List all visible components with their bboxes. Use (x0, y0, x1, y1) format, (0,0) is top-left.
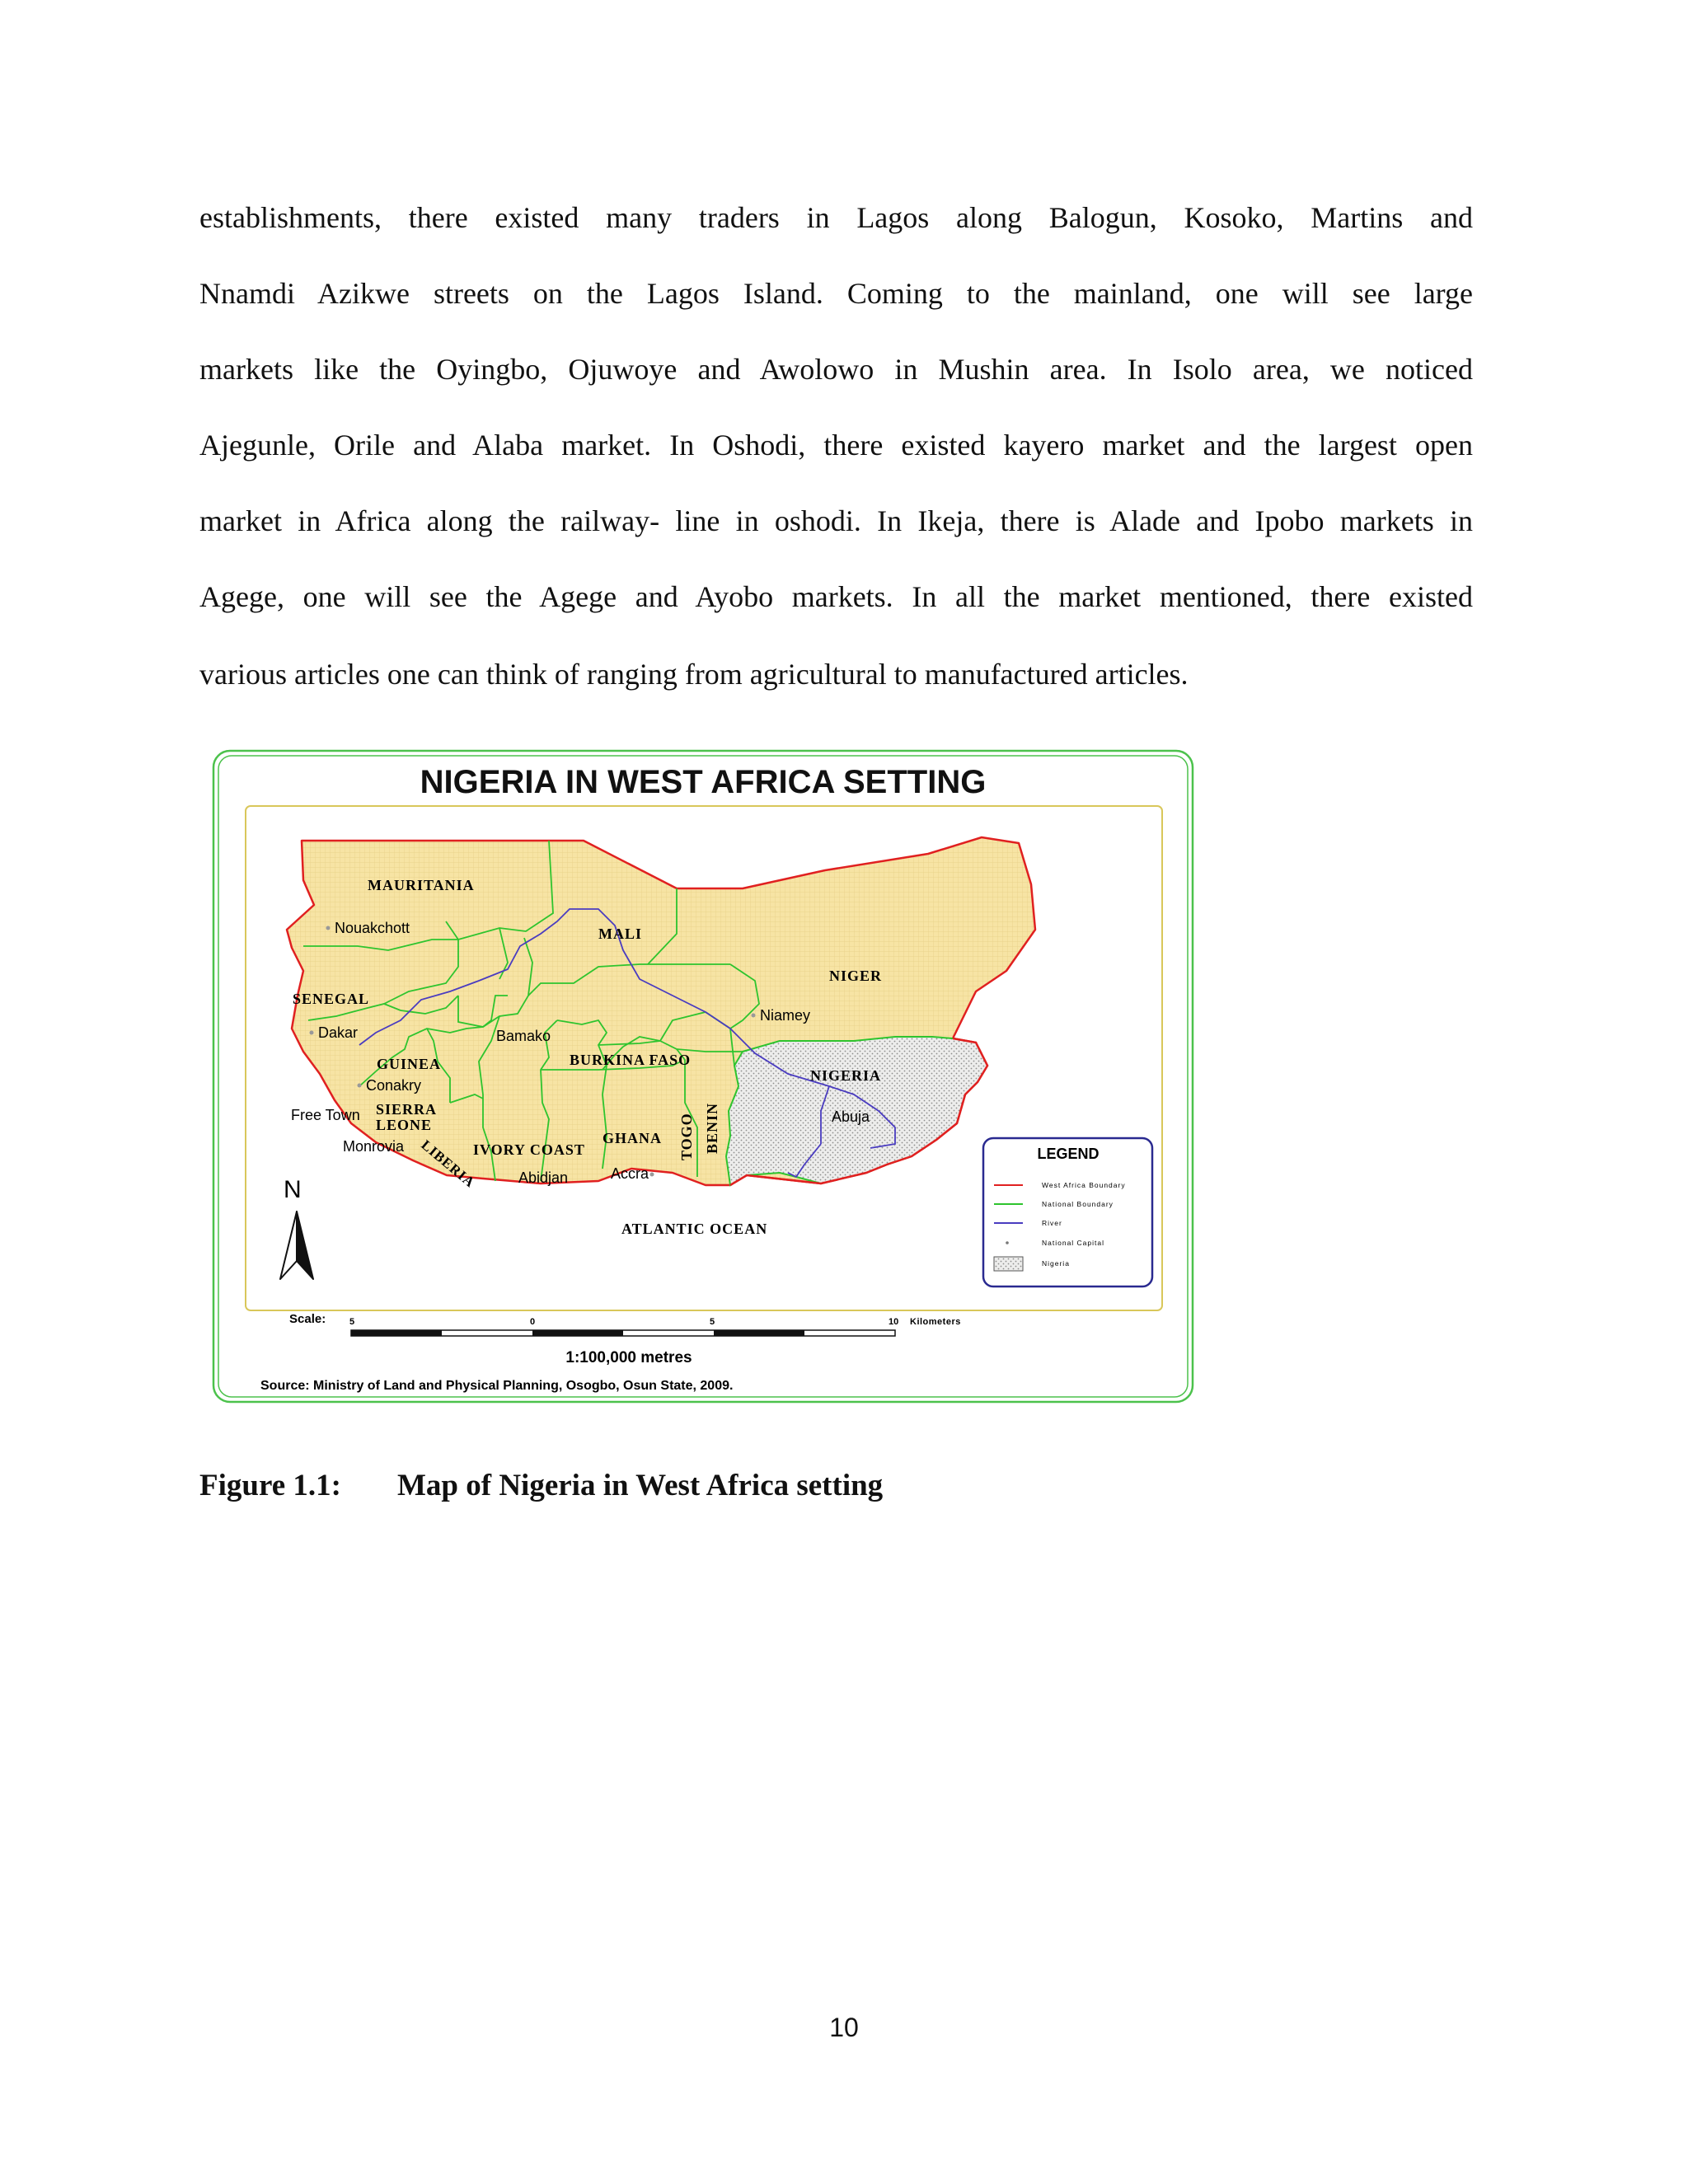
scale-tick-1: 5 (349, 1317, 355, 1327)
body-text-line-5: market in Africa along the railway- line in oshodi. In Ikeja, there is Alade and Ipobo markets in (199, 504, 1473, 537)
city-abidjan: Abidjan (518, 1169, 569, 1186)
legend-title: LEGEND (1037, 1146, 1100, 1162)
label-ghana: GHANA (603, 1130, 662, 1146)
label-ivory-coast: IVORY COAST (473, 1141, 585, 1158)
figure-caption-label: Figure 1.1: (199, 1469, 341, 1502)
label-burkina-faso: BURKINA FASO (570, 1052, 692, 1068)
city-accra: Accra (611, 1165, 649, 1182)
scale-label: Scale: (289, 1312, 326, 1326)
label-nigeria: NIGERIA (810, 1067, 882, 1084)
label-senegal: SENEGAL (293, 991, 370, 1007)
legend-label-national-capital: National Capital (1042, 1239, 1105, 1247)
body-text-line-2: Nnamdi Azikwe streets on the Lagos Island. Coming to the mainland, one will see large (199, 277, 1473, 310)
label-benin: BENIN (704, 1102, 720, 1154)
label-sierra: SIERRA (376, 1101, 438, 1118)
body-text-line-1: establishments, there existed many traders in Lagos along Balogun, Kosoko, Martins and (199, 201, 1473, 234)
legend-label-nigeria: Nigeria (1042, 1259, 1070, 1268)
body-text-line-4: Ajegunle, Orile and Alaba market. In Oshodi, there existed kayero market and the largest open (199, 429, 1473, 462)
label-guinea: GUINEA (377, 1056, 442, 1072)
label-liberia: LIBERIA (418, 1137, 479, 1191)
label-atlantic-ocean: ATLANTIC OCEAN (621, 1221, 768, 1237)
label-togo: TOGO (678, 1113, 695, 1160)
city-dakar: Dakar (318, 1024, 359, 1041)
scale-bar (289, 1312, 961, 1366)
scale-ratio: 1:100,000 metres (565, 1349, 692, 1366)
figure-caption-text: Map of Nigeria in West Africa setting (397, 1469, 884, 1502)
map-figure (211, 748, 1195, 1404)
city-abuja: Abuja (832, 1108, 870, 1125)
legend-swatch-nigeria (994, 1257, 1023, 1271)
legend-label-west-africa-boundary: West Africa Boundary (1042, 1181, 1126, 1189)
legend-label-river: River (1042, 1219, 1062, 1227)
city-monrovia: Monrovia (343, 1138, 405, 1155)
label-mali: MALI (598, 926, 642, 942)
city-free-town: Free Town (291, 1107, 360, 1123)
scale-tick-4: 10 (889, 1317, 899, 1327)
city-conakry: Conakry (366, 1077, 422, 1094)
north-label: N (284, 1176, 302, 1203)
city-niamey: Niamey (760, 1007, 811, 1024)
scale-unit: Kilometers (910, 1317, 961, 1327)
body-text-line-3: markets like the Oyingbo, Ojuwoye and Awolowo in Mushin area. In Isolo area, we noticed (199, 353, 1473, 386)
scale-tick-2: 0 (530, 1317, 536, 1327)
legend-swatch-national-capital (1006, 1241, 1009, 1244)
legend-label-national-boundary: National Boundary (1042, 1200, 1114, 1208)
map-source: Source: Ministry of Land and Physical Planning, Osogbo, Osun State, 2009. (260, 1379, 734, 1393)
city-bamako: Bamako (496, 1028, 551, 1044)
scale-tick-3: 5 (710, 1317, 715, 1327)
body-text-line-7: various articles one can think of ranging from agricultural to manufactured articles. (199, 658, 1189, 691)
label-leone: LEONE (376, 1117, 433, 1133)
page-number: 10 (829, 2013, 859, 2042)
city-nouakchott: Nouakchott (335, 920, 410, 936)
map-legend (983, 1138, 1152, 1286)
body-text-line-6: Agege, one will see the Agege and Ayobo markets. In all the market mentioned, there existed (199, 580, 1473, 613)
label-mauritania: MAURITANIA (368, 877, 475, 893)
label-niger: NIGER (829, 968, 883, 984)
map-title: NIGERIA IN WEST AFRICA SETTING (420, 764, 987, 800)
